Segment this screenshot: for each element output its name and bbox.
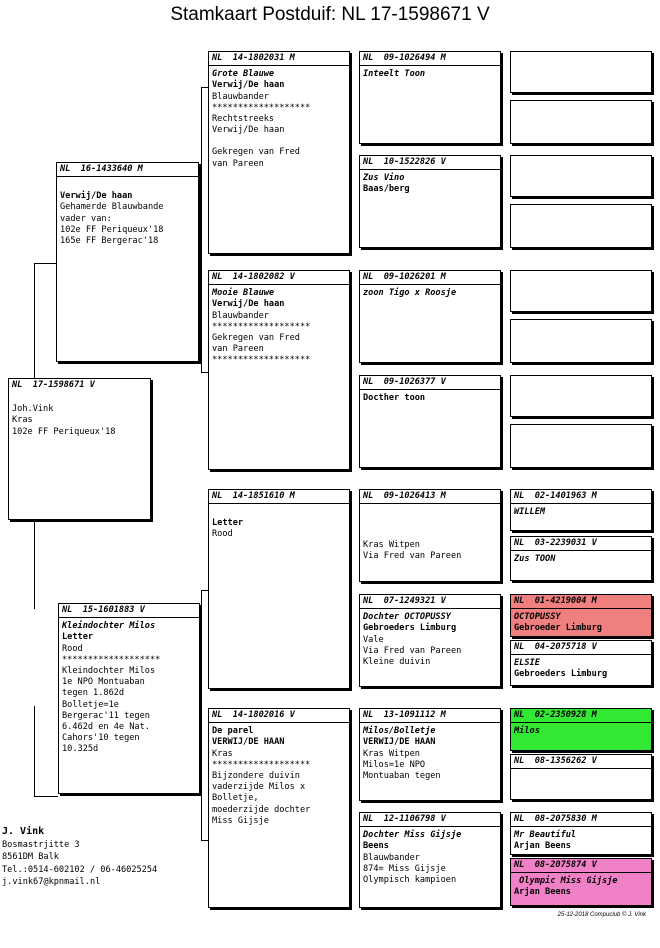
pigeon-name: Inteelt Toon bbox=[363, 69, 426, 80]
text-line: Letter bbox=[62, 632, 94, 643]
text-line: Arjan Beens bbox=[514, 841, 571, 852]
connector-line bbox=[34, 263, 56, 264]
pigeon-name: Kleindochter Milos bbox=[62, 621, 156, 632]
pigeon-card-g5 bbox=[510, 270, 652, 312]
ring-number: NL 14-1802016 V bbox=[209, 710, 349, 723]
pigeon-card-g2 bbox=[510, 100, 652, 144]
text-line: Montuaban tegen bbox=[363, 771, 441, 782]
pigeon-card-g9 bbox=[510, 489, 652, 531]
text-line: Gekregen van Fred bbox=[212, 147, 300, 158]
text-line: vaderzijde Milos x bbox=[212, 782, 306, 793]
pigeon-card-g4 bbox=[510, 204, 652, 248]
text-line: Bergerac'11 tegen bbox=[62, 710, 150, 721]
pigeon-card-g12 bbox=[510, 640, 652, 686]
pigeon-card-g11 bbox=[510, 594, 652, 637]
text-line: Milos=1e NPO bbox=[363, 759, 426, 770]
ring-number: NL 07-1249321 V bbox=[360, 596, 500, 609]
pigeon-name: De parel bbox=[212, 726, 254, 737]
text-line bbox=[363, 529, 497, 540]
pigeon-card-g8 bbox=[510, 424, 652, 468]
pigeon-name: Grote Blauwe bbox=[212, 69, 275, 80]
pigeon-card-mmf bbox=[359, 708, 501, 801]
pigeon-card-fm bbox=[208, 270, 350, 470]
text-line: Gebroeders Limburg bbox=[363, 623, 457, 634]
pigeon-name: Mr Beautiful bbox=[514, 830, 577, 841]
ring-number: NL 16-1433640 M bbox=[57, 164, 198, 177]
pigeon-card-fmf bbox=[359, 270, 501, 363]
ring-number: NL 08-2075874 V bbox=[511, 860, 651, 873]
text-line: Kras Witpen bbox=[363, 540, 420, 551]
pigeon-card-g10 bbox=[510, 536, 652, 581]
text-line: Kras Witpen bbox=[363, 748, 420, 759]
ring-number: NL 10-1522826 V bbox=[360, 157, 500, 170]
owner-email: j.vink67@kpnmail.nl bbox=[2, 877, 101, 887]
owner-phone: Tel.:0514-602102 / 06-46025254 bbox=[2, 864, 158, 875]
text-line: moederzijde dochter bbox=[212, 804, 311, 815]
text-line bbox=[212, 136, 346, 147]
ring-number: NL 14-1851610 M bbox=[209, 491, 349, 504]
pigeon-card-g16 bbox=[510, 858, 652, 906]
connector-line bbox=[34, 796, 58, 797]
pigeon-name: Dochter Miss Gijsje bbox=[363, 830, 462, 841]
ring-number: NL 17-1598671 V bbox=[12, 380, 95, 390]
pigeon-card-mff bbox=[359, 489, 501, 582]
text-line: van Pareen bbox=[212, 344, 264, 355]
pigeon-card-mmm bbox=[359, 812, 501, 908]
print-stamp: 25-12-2018 Compuclub © J. Vink bbox=[557, 912, 646, 918]
text-line: Via Fred van Pareen bbox=[363, 645, 462, 656]
connector-line bbox=[201, 87, 202, 372]
pigeon-name: Verwij/De haan bbox=[60, 191, 133, 202]
ring-number: NL 09-1026413 M bbox=[360, 491, 500, 504]
pigeon-card-g7 bbox=[510, 375, 652, 417]
pigeon-name: Mooie Blauwe bbox=[212, 288, 275, 299]
text-line: Arjan Beens bbox=[514, 887, 571, 898]
pigeon-name: Docther toon bbox=[363, 393, 426, 404]
text-line: tegen 1.862d bbox=[62, 688, 125, 699]
owner-info bbox=[2, 826, 157, 889]
text-line: 10.325d bbox=[62, 744, 99, 755]
connector-line bbox=[34, 706, 35, 796]
pigeon-name: ELSIE bbox=[514, 658, 540, 669]
text-line bbox=[212, 507, 346, 518]
pigeon-name: Dochter OCTOPUSSY bbox=[363, 612, 451, 623]
ring-number: NL 14-1802031 M bbox=[209, 53, 349, 66]
text-line: ******************* bbox=[212, 321, 311, 332]
text-line: ******************* bbox=[212, 759, 311, 770]
text-line: ******************* bbox=[212, 355, 311, 366]
text-line: Vale bbox=[363, 634, 384, 645]
pigeon-card-g14 bbox=[510, 754, 652, 800]
text-line: VERWIJ/DE HAAN bbox=[363, 737, 436, 748]
pigeon-name: zoon Tigo x Roosje bbox=[363, 288, 457, 299]
pigeon-name: OCTOPUSSY bbox=[514, 612, 561, 623]
text-line: Bijzondere duivin bbox=[212, 771, 300, 782]
text-line: Joh.Vink bbox=[12, 404, 54, 415]
text-line: Kleine duivin bbox=[363, 657, 431, 668]
ring-number: NL 02-1401963 M bbox=[511, 491, 651, 504]
connector-line bbox=[201, 840, 208, 841]
text-line: vader van: bbox=[60, 213, 112, 224]
pigeon-name: Zus TOON bbox=[514, 554, 556, 565]
pigeon-name: Milos/Bolletje bbox=[363, 726, 436, 737]
text-line: Gehamerde Blauwbande bbox=[60, 202, 164, 213]
text-line: Cahors'10 tegen bbox=[62, 733, 140, 744]
pigeon-card-g13 bbox=[510, 708, 652, 751]
ring-number: NL 09-1026494 M bbox=[360, 53, 500, 66]
text-line: 165e FF Bergerac'18 bbox=[60, 236, 159, 247]
text-line bbox=[363, 507, 497, 518]
pigeon-card-main bbox=[8, 378, 151, 520]
text-line: Rood bbox=[212, 529, 233, 540]
text-line: 102e FF Periqueux'18 bbox=[12, 426, 116, 437]
ring-number: NL 08-2075830 M bbox=[511, 814, 651, 827]
pigeon-card-g3 bbox=[510, 155, 652, 197]
text-line: Blauwbander bbox=[212, 310, 269, 321]
ring-number: NL 14-1802082 V bbox=[209, 272, 349, 285]
text-line: Olympisch kampioen bbox=[363, 875, 457, 886]
text-line: Rechtstreeks bbox=[212, 114, 275, 125]
text-line: Verwij/De haan bbox=[212, 125, 285, 136]
pigeon-name: Letter bbox=[212, 518, 244, 529]
text-line bbox=[363, 518, 497, 529]
pigeon-card-fmm bbox=[359, 375, 501, 468]
text-line: Beens bbox=[363, 841, 389, 852]
ring-number: NL 03-2239031 V bbox=[511, 538, 651, 551]
owner-name: J. Vink bbox=[2, 826, 45, 837]
text-line: 6.462d en 4e Nat. bbox=[62, 722, 150, 733]
connector-line bbox=[201, 590, 208, 591]
page-title: Stamkaart Postduif: NL 17-1598671 V bbox=[170, 4, 490, 25]
pigeon-name: WILLEM bbox=[514, 507, 546, 518]
pigeon-card-ffm bbox=[359, 155, 501, 248]
pigeon-card-mf bbox=[208, 489, 350, 689]
ring-number: NL 01-4219004 M bbox=[511, 596, 651, 609]
text-line: Rood bbox=[62, 643, 83, 654]
text-line: Bolletje=1e bbox=[62, 699, 119, 710]
text-line: ******************* bbox=[62, 654, 161, 665]
connector-line bbox=[34, 519, 35, 609]
connector-line bbox=[201, 590, 202, 840]
ring-number: NL 12-1106798 V bbox=[360, 814, 500, 827]
text-line: 874= Miss Gijsje bbox=[363, 863, 446, 874]
text-line: Kras bbox=[12, 415, 33, 426]
text-line: Kleindochter Milos bbox=[62, 666, 156, 677]
text-line: Verwij/De haan bbox=[212, 299, 285, 310]
text-line: Miss Gijsje bbox=[212, 815, 269, 826]
text-line: Baas/berg bbox=[363, 184, 410, 195]
pigeon-card-mm bbox=[208, 708, 350, 908]
text-line: 102e FF Periqueux'18 bbox=[60, 224, 164, 235]
text-line: Blauwbander bbox=[212, 91, 269, 102]
pigeon-card-g15 bbox=[510, 812, 652, 855]
text-line: Kras bbox=[212, 748, 233, 759]
text-line: Gebroeder Limburg bbox=[514, 623, 602, 634]
connector-line bbox=[201, 87, 208, 88]
ring-number: NL 04-2075718 V bbox=[511, 642, 651, 655]
pigeon-card-g1 bbox=[510, 51, 652, 93]
text-line: 1e NPO Montuaban bbox=[62, 677, 145, 688]
pigeon-name: Milos bbox=[514, 726, 540, 737]
ring-number: NL 13-1091112 M bbox=[360, 710, 500, 723]
text-line: Bolletje, bbox=[212, 793, 259, 804]
pigeon-card-g6 bbox=[510, 319, 652, 363]
text-line: Gekregen van Fred bbox=[212, 333, 300, 344]
pigeon-name: Olympic Miss Gijsje bbox=[514, 876, 618, 887]
ring-number: NL 08-1356262 V bbox=[511, 756, 651, 769]
text-line: Blauwbander bbox=[363, 852, 420, 863]
text-line: VERWIJ/DE HAAN bbox=[212, 737, 285, 748]
connector-line bbox=[34, 263, 35, 379]
pigeon-name: Zus Vino bbox=[363, 173, 405, 184]
ring-number: NL 09-1026201 M bbox=[360, 272, 500, 285]
pigeon-card-mfm bbox=[359, 594, 501, 687]
pigeon-card-mother bbox=[58, 603, 200, 794]
pigeon-card-father bbox=[56, 162, 199, 362]
ring-number: NL 02-2350928 M bbox=[511, 710, 651, 723]
pigeon-card-fff bbox=[359, 51, 501, 144]
text-line bbox=[12, 393, 147, 404]
ring-number: NL 09-1026377 V bbox=[360, 377, 500, 390]
text-line: Via Fred van Pareen bbox=[363, 551, 462, 562]
text-line: Verwij/De haan bbox=[212, 80, 285, 91]
owner-address: Bosmastrjitte 3 bbox=[2, 839, 80, 850]
text-line: van Pareen bbox=[212, 158, 264, 169]
text-line: ******************* bbox=[212, 102, 311, 113]
pigeon-card-ff bbox=[208, 51, 350, 254]
ring-number: NL 15-1601883 V bbox=[59, 605, 199, 618]
text-line: Gebroeders Limburg bbox=[514, 669, 608, 680]
text-line bbox=[60, 180, 195, 191]
owner-city: 8561DM Balk bbox=[2, 852, 59, 862]
connector-line bbox=[201, 372, 208, 373]
